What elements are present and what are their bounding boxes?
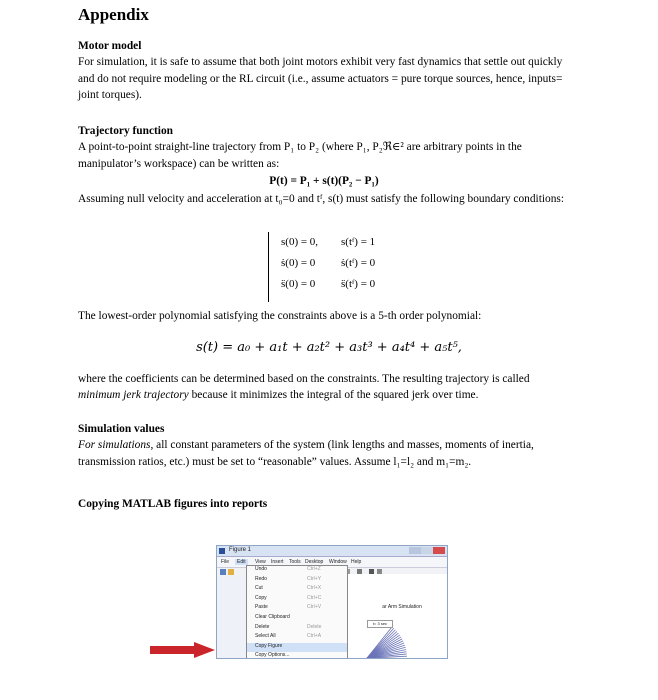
simulation-title: Simulation values (78, 423, 165, 435)
menu-item[interactable]: Paste Ctrl+V (255, 604, 322, 611)
menu-tools[interactable]: Tools (289, 559, 301, 565)
plot-area (347, 574, 447, 658)
trajectory-equation: P(t) = P₁ + s(t)(P₂ − P₁) (269, 175, 379, 188)
menu-file[interactable]: File (221, 559, 230, 565)
plot-title: ar Arm Simulation (382, 604, 422, 610)
menu-desktop[interactable]: Desktop (305, 559, 324, 565)
trajectory-section (78, 123, 570, 207)
trajectory-intro: A point-to-point straight-line trajectory from P₁ to P₂ (where P₁, P₂ℜ∈² are arbitrary points in the manipulator’s workspace) can be written as: (78, 141, 522, 170)
polynomial-equation: s(t) = a₀ + a₁t + a₂t² + a₃t³ + a₄t⁴ + a₅t⁵, (196, 340, 462, 355)
menu-item[interactable]: Undo Ctrl+Z (255, 566, 321, 572)
edit-menu-dropdown (246, 565, 348, 659)
menu-item[interactable]: Select All Ctrl+A (255, 633, 322, 640)
menu-item-copy-figure[interactable]: Copy Figure (247, 643, 347, 653)
condition-row: ṡ(0) = 0 ṡ(tᶠ) = 0 (281, 257, 376, 269)
menu-insert[interactable]: Insert (271, 559, 284, 565)
menu-edit[interactable]: Edit (237, 559, 246, 565)
simulation-text: For simulations, all constant parameters of the system (link lengths and masses, moments of inertia, transmission ratios, etc.) must be set to “reasonable” values. Assume l₁=l₂ and m₁=m₂. (78, 439, 534, 468)
motor-model-section (78, 38, 570, 104)
copying-section (78, 496, 570, 512)
poly-intro: The lowest-order polynomial satisfying the constraints above is a 5-th order polynomial: (78, 310, 482, 322)
minimum-jerk-term: minimum jerk trajectory (78, 389, 189, 402)
menu-view[interactable]: View (255, 559, 266, 565)
arm-plot (347, 574, 447, 658)
menu-window[interactable]: Window (329, 559, 347, 565)
copying-title: Copying MATLAB figures into reports (78, 498, 268, 510)
motor-model-text: For simulation, it is safe to assume that both joint motors exhibit very fast dynamics that settle out quickly and do not require modeling or the RL circuit (i.e., assume actuators = pure torque sources, hence, inputs= joint torques). (78, 56, 563, 102)
motor-model-title: Motor model (78, 40, 142, 52)
menu-item[interactable]: Clear Clipboard (255, 613, 290, 620)
window-controls[interactable] (409, 547, 445, 554)
menu-item[interactable]: Redo Ctrl+Y (255, 575, 322, 582)
conditions-text: Assuming null velocity and acceleration at t₀=0 and tᶠ, s(t) must satisfy the following boundary conditions: (78, 192, 565, 205)
figure-titlebar (217, 546, 447, 557)
figure-window-title: Figure 1 (229, 547, 252, 553)
condition-row: s̈(0) = 0 s̈(tᶠ) = 0 (281, 278, 376, 290)
matlab-figure-screenshot (216, 545, 448, 659)
menu-item[interactable]: Cut Ctrl+X (255, 585, 322, 592)
trajectory-title: Trajectory function (78, 125, 174, 137)
menu-item[interactable]: Copy Options... (255, 652, 290, 659)
menu-item[interactable]: Delete Delete (255, 623, 322, 630)
menu-help[interactable]: Help (351, 559, 362, 565)
page-title: Appendix (78, 5, 149, 24)
matlab-icon (219, 548, 225, 554)
menu-item[interactable]: Copy Ctrl+C (255, 594, 322, 601)
condition-row: s(0) = 0, s(tᶠ) = 1 (281, 236, 376, 248)
boundary-conditions (268, 232, 431, 302)
simulation-section (78, 421, 570, 470)
red-arrow-icon (150, 642, 215, 658)
trajectory-closing: where the coefficients can be determined based on the constraints. The resulting trajectory is called minimum jerk trajectory because it minimizes the integral of the squared jerk over time. (78, 373, 530, 402)
plot-legend: t= 3 sec (367, 620, 393, 628)
